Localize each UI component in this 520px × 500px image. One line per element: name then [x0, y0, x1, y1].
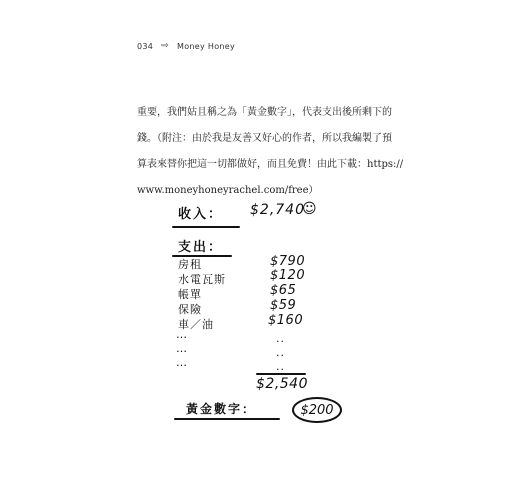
- golden-number-circle: [292, 397, 342, 423]
- ellipsis-left: …: [176, 356, 188, 369]
- ellipsis-right: ..: [276, 360, 285, 373]
- expense-item-name: 車／油: [178, 318, 214, 331]
- expense-item-amount: $790: [270, 254, 306, 269]
- golden-number-underline: [174, 418, 280, 420]
- body-line: 重要，我們姑且稱之為「黃金數字」，代表支出後所剩下的: [137, 107, 392, 118]
- income-label: 收入：: [178, 207, 224, 222]
- income-value: $2,740: [250, 202, 305, 218]
- ellipsis-left: …: [176, 328, 188, 341]
- expense-item-name: 房租: [178, 258, 202, 271]
- expense-total: $2,540: [256, 376, 308, 392]
- golden-number-label: 黃金數字：: [186, 402, 257, 416]
- total-underline: [256, 373, 306, 375]
- income-underline: [172, 226, 240, 228]
- expense-item-name: 帳單: [178, 288, 202, 301]
- ellipsis-left: …: [176, 342, 188, 355]
- body-line: 錢。（附注：由於我是友善又好心的作者，所以我編製了預: [137, 133, 392, 144]
- expense-item-name: 保險: [178, 303, 202, 316]
- expense-item-amount: $120: [270, 268, 306, 283]
- book-title: Money Honey: [177, 42, 236, 51]
- golden-number-value: $200: [300, 402, 334, 418]
- expense-item-amount: $59: [270, 298, 297, 313]
- arrow-right-icon: ⇨: [161, 41, 170, 51]
- body-line: www.moneyhoneyrachel.com/free）: [137, 185, 319, 196]
- ellipsis-right: ..: [276, 332, 285, 345]
- expense-item-name: 水電瓦斯: [178, 273, 226, 286]
- ellipsis-right: ..: [276, 346, 285, 359]
- page-number: 034: [137, 42, 154, 51]
- body-line: 算表來替你把這一切都做好，而且免費！由此下載：https://: [137, 159, 404, 170]
- expense-item-amount: $65: [270, 283, 297, 298]
- expense-item-amount: $160: [268, 313, 304, 328]
- smiley-icon: ☺: [302, 201, 317, 217]
- expense-label: 支出：: [178, 240, 224, 255]
